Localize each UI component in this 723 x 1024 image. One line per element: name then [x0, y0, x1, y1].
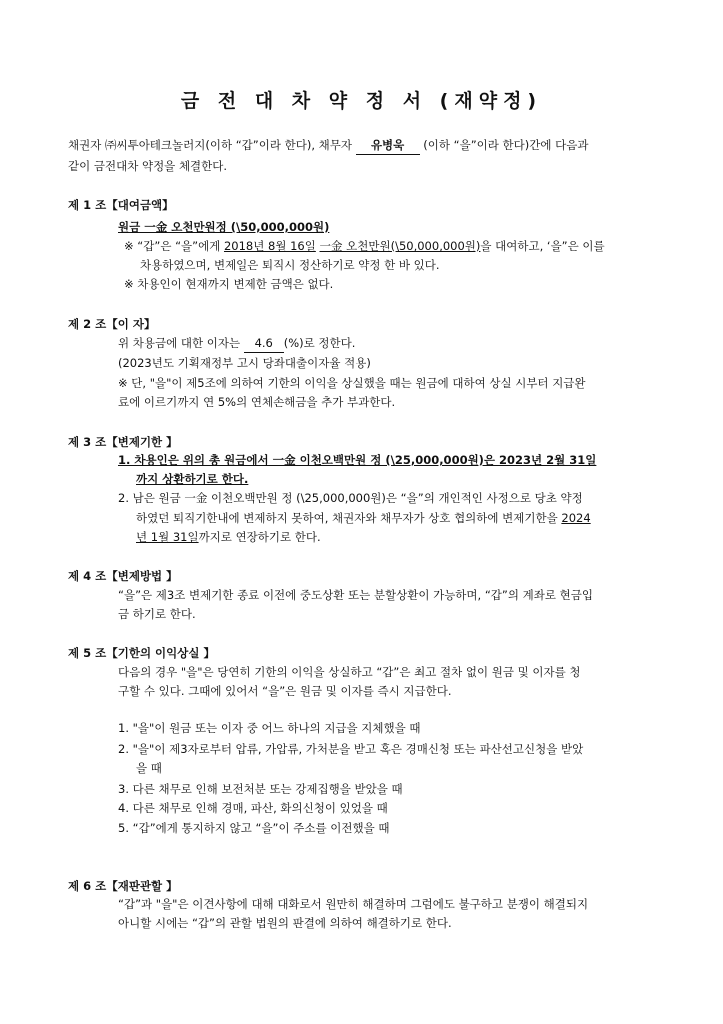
acceleration-item-2: 2. "을"이 제3자로부터 압류, 가압류, 가처분을 받고 혹은 경매신청 또는 파산선고신청을 받았: [118, 742, 584, 756]
interest-note-line-2: 료에 이르기까지 연 5%의 연체손해금을 추가 부과한다.: [118, 395, 396, 409]
repayment-method-line-1: “을”은 제3조 변제기한 종료 이전에 중도상환 또는 분할상환이 가능하며, “갑”의 계좌로 현금입: [118, 588, 593, 602]
article-4-heading: 제 4 조【변제방법 】: [68, 569, 178, 583]
interest-rate: 4.6: [244, 335, 284, 353]
intro-text-a: 채권자 ㈜씨투아테크놀러지(이하 “갑”이라 한다), 채무자: [68, 138, 352, 152]
repayment-method-line-2: 금 하기로 한다.: [118, 607, 196, 621]
article-6-heading: 제 6 조【재판관할 】: [68, 879, 178, 893]
repayment-item-2-line-2: [136, 510, 591, 527]
article-1-note-1-line-2: 차용하였으며, 변제일은 퇴직시 정산하기로 약정 한 바 있다.: [140, 258, 440, 272]
repayment-item-1-line-2: 까지 상환하기로 한다.: [136, 472, 249, 486]
extended-date: 년 1월 31일: [136, 530, 199, 544]
repayment-item-2-line-3: [136, 529, 321, 546]
acceleration-line-2: 구할 수 있다. 그때에 있어서 “을”은 원금 및 이자를 즉시 지급한다.: [118, 684, 452, 698]
acceleration-item-5: 5. “갑”에게 통지하지 않고 “을”이 주소를 이전했을 때: [118, 821, 390, 835]
interest-text-a: 위 차용금에 대한 이자는: [118, 336, 241, 350]
jurisdiction-line-2: 아니할 시에는 “갑”의 관할 법원의 판결에 의하여 해결하기로 한다.: [118, 916, 452, 930]
repayment-item-2-line-1: 2. 남은 원금 一金 이천오백만원 정 (\25,000,000원)은 “을”의 개인적인 사정으로 당초 약정: [118, 491, 583, 505]
acceleration-item-1: 1. "을"이 원금 또는 이자 중 어느 하나의 지급을 지체했을 때: [118, 721, 421, 735]
article-5-heading: 제 5 조【기한의 이익상실 】: [68, 646, 215, 660]
intro-text-b: (이하 “을”이라 한다)간에 다음과: [423, 138, 589, 152]
acceleration-item-4: 4. 다른 채무로 인해 경매, 파산, 화의신청이 있었을 때: [118, 801, 388, 815]
article-1-note-1: [124, 238, 605, 255]
document-title: 금 전 대 차 약 정 서 (재약정): [180, 90, 543, 112]
note-1-text-a: ※ “갑”은 “을”에게: [124, 239, 221, 253]
acceleration-item-2-cont: 을 때: [136, 761, 162, 775]
acceleration-line-1: 다음의 경우 "을"은 당연히 기한의 이익을 상실하고 “갑”은 최고 절차 없이 원금 및 이자를 청: [118, 665, 581, 679]
interest-line: [118, 335, 355, 353]
loan-amount-note: 一金 오천만원(\50,000,000원): [319, 239, 481, 253]
repayment-item-2-end: 까지로 연장하기로 한다.: [198, 530, 321, 544]
interest-text-b: (%)로 정한다.: [283, 336, 356, 350]
jurisdiction-line-1: “갑”과 "을"은 이견사항에 대해 대화로서 원만히 해결하며 그럼에도 불구하고 분쟁이 해결되지: [118, 897, 589, 911]
interest-basis: (2023년도 기획재정부 고시 당좌대출이자율 적용): [118, 356, 371, 370]
article-1-heading: 제 1 조【대여금액】: [68, 198, 174, 212]
intro-line-1: [68, 137, 588, 155]
debtor-name: 유병욱: [356, 137, 420, 155]
article-2-heading: 제 2 조【이 자】: [68, 317, 156, 331]
acceleration-item-3: 3. 다른 채무로 인해 보전처분 또는 강제집행을 받았을 때: [118, 782, 403, 796]
note-1-text-b: 을 대여하고, ‘을”은 이를: [480, 239, 605, 253]
interest-note-line-1: ※ 단, "을"이 제5조에 의하여 기한의 이익을 상실했을 때는 원금에 대하여 상실 시부터 지급완: [118, 376, 586, 390]
loan-amount: 원금 一金 오천만원정 (\50,000,000원): [118, 220, 330, 234]
repayment-item-2-text: 하였던 퇴직기한내에 변제하지 못하여, 채권자와 채무자가 상호 협의하에 변제기한을: [136, 511, 558, 525]
intro-line-2: 같이 금전대차 약정을 체결한다.: [68, 159, 228, 173]
loan-date: 2018년 8월 16일: [223, 239, 316, 253]
article-1-note-2: ※ 차용인이 현재까지 변제한 금액은 없다.: [124, 277, 334, 291]
article-3-heading: 제 3 조【변제기한 】: [68, 435, 178, 449]
extended-year: 2024: [561, 511, 591, 525]
repayment-item-1-line-1: 1. 차용인은 위의 총 원금에서 一金 이천오백만원 정 (\25,000,000원)은 2023년 2월 31일: [118, 453, 597, 467]
